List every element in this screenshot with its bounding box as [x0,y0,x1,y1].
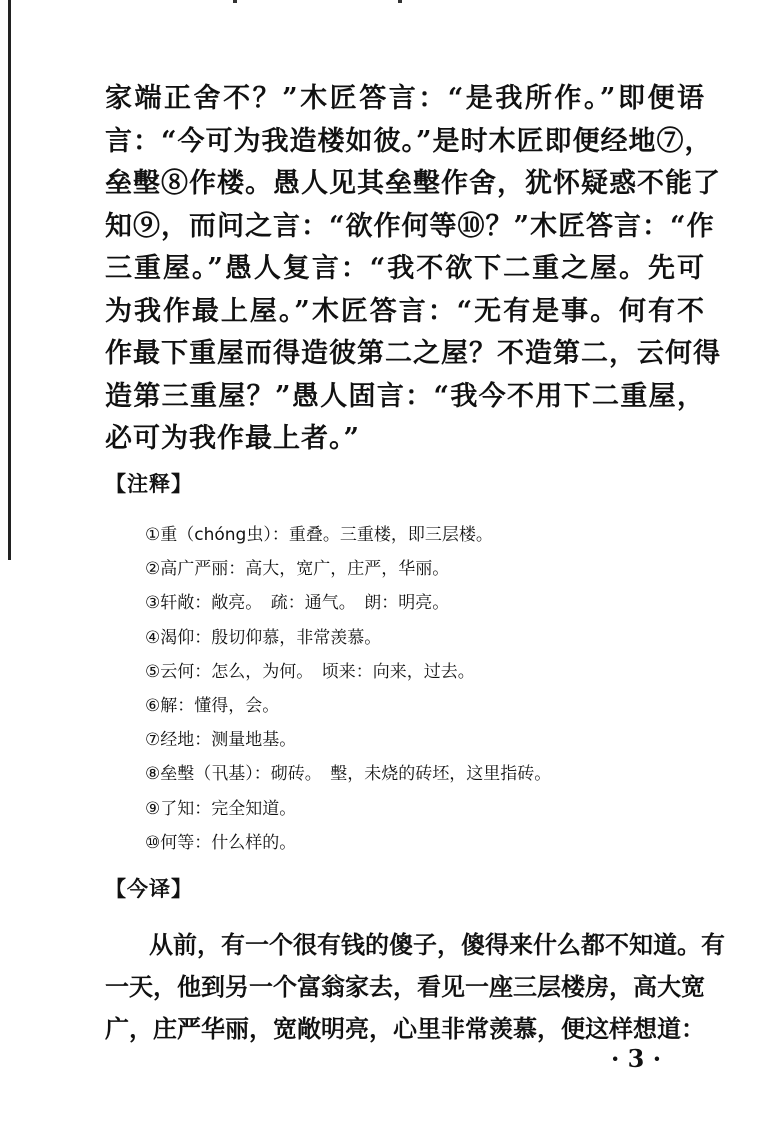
story-line: 为我作最上屋。”木匠答言：“无有是事。何有不 [105,295,705,327]
notes-header: 【注释】 [105,472,193,496]
scan-binding-edge [8,0,11,560]
scan-speck [233,0,237,3]
note-item: ④渴仰：殷切仰慕，非常羡慕。 [145,627,382,648]
story-line: 家端正舍不？”木匠答言：“是我所作。”即便语 [105,83,705,114]
note-item: ⑤云何：怎么，为何。 顷来：向来，过去。 [145,661,475,682]
notes-list [145,518,705,860]
story-text [105,78,721,461]
story-line: 作最下重屋而得造彼第二之屋？不造第二，云何得 [105,338,721,369]
translation-text [105,924,725,1050]
translation-line: 一天，他到另一个富翁家去，看见一座三层楼房，高大宽 [105,972,705,1001]
note-item: ⑦经地：测量地基。 [145,730,297,751]
story-line: 必可为我作最上者。” [105,423,361,454]
scan-speck [398,0,402,3]
story-line: 垒墼⑧作楼。愚人见其垒墼作舍，犹怀疑惑不能了 [105,168,721,199]
note-item: ⑥解：懂得，会。 [145,696,280,717]
translation-header: 【今译】 [105,877,193,901]
page-number: · 3 · [610,1044,662,1073]
story-line: 知⑨，而问之言：“欲作何等⑩？”木匠答言：“作 [105,210,715,242]
note-item: ③轩敞：敞亮。 疏：通气。 朗：明亮。 [145,593,450,614]
note-item: ⑧垒墼（卂基）：砌砖。 墼，未烧的砖坯，这里指砖。 [145,764,552,785]
note-item: ⑩何等：什么样的。 [145,832,297,853]
translation-line: 广，庄严华丽，宽敞明亮，心里非常羡慕，便这样想道： [105,1014,705,1043]
story-line: 三重屋。”愚人复言：“我不欲下二重之屋。先可 [105,253,705,284]
note-item: ⑨了知：完全知道。 [145,798,297,819]
note-item: ①重（chóng虫）：重叠。三重楼，即三层楼。 [145,525,493,545]
translation-line: 从前，有一个很有钱的傻子，傻得来什么都不知道。有 [149,930,725,959]
story-line: 造第三重屋？”愚人固言：“我今不用下二重屋， [105,380,705,412]
story-line: 言：“今可为我造楼如彼。”是时木匠即便经地⑦， [105,125,713,157]
note-item: ②高广严丽：高大，宽广，庄严，华丽。 [145,559,450,580]
